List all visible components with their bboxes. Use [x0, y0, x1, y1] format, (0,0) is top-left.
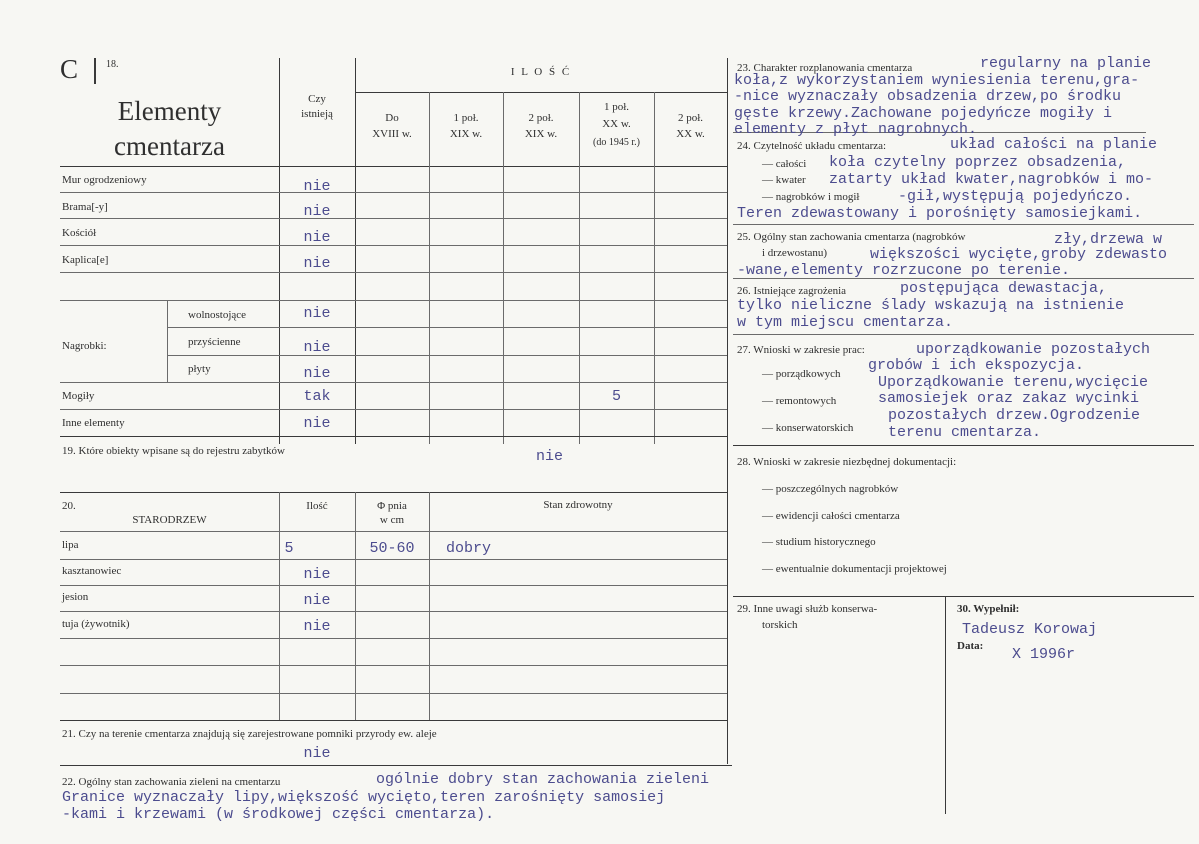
q27-line5: pozostałych drzew.Ogrodzenie	[888, 407, 1141, 424]
q23-line1: regularny na planie	[980, 55, 1152, 72]
trees-col-ilosc: Ilość	[306, 500, 328, 512]
q27-line1: uporządkowanie pozostałych	[916, 341, 1151, 358]
inne-label: Inne elementy	[62, 417, 125, 429]
q27-sub-konserwatorskich: — konserwatorskich	[762, 422, 854, 434]
row-mur-label: Mur ogrodzeniowy	[62, 174, 147, 186]
q26-line3: w tym miejscu cmentarza.	[737, 314, 954, 331]
q26-line1: postępująca dewastacja,	[900, 280, 1108, 297]
period-3-l1: 2 poł.	[528, 112, 554, 124]
period-4-l1: 1 poł.	[603, 101, 630, 113]
trees-col-stan: Stan zdrowotny	[543, 499, 613, 511]
mogily-exists: tak	[303, 388, 331, 405]
tree-lipa-label: lipa	[62, 539, 79, 551]
q24-sub-kwater: — kwater	[762, 174, 806, 186]
q25-label: 25. Ogólny stan zachowania cmentarza (nagrobków	[737, 231, 966, 243]
col-czy-1: Czy	[308, 93, 326, 105]
period-1-l2: XVIII w.	[372, 128, 412, 140]
nagrobki-plyty-label: płyty	[188, 363, 211, 375]
q23-line2: koła,z wykorzystaniem wyniesienia terenu,gra-	[734, 72, 1140, 89]
period-2-l1: 1 poł.	[453, 112, 479, 124]
q27-line6: terenu cmentarza.	[888, 424, 1042, 441]
nagrobki-wolno-exists: nie	[303, 305, 331, 322]
tree-lipa-diameter: 50-60	[369, 540, 415, 557]
q28-item1: — poszczególnych nagrobków	[762, 483, 899, 495]
inne-exists: nie	[303, 415, 331, 432]
nagrobki-plyty-exists: nie	[303, 365, 331, 382]
tree-kasztan-label: kasztanowiec	[62, 565, 122, 577]
q23-label: 23. Charakter rozplanowania cmentarza	[737, 62, 913, 74]
q23-line4: gęste krzewy.Zachowane pojedyńcze mogiły i	[734, 105, 1113, 122]
period-2-l2: XIX w.	[449, 128, 483, 140]
nagrobki-przysc-exists: nie	[303, 339, 331, 356]
title-line2: cmentarza	[114, 131, 225, 161]
trees-col-pnia-2: w cm	[379, 514, 405, 526]
q24-sub-nagrobkow: — nagrobków i mogił	[762, 191, 860, 203]
q25-line3: -wane,elementy rozrzucone po terenie.	[737, 262, 1071, 279]
q24-label: 24. Czytelność układu cmentarza:	[737, 140, 887, 152]
period-1-l1: Do	[385, 112, 399, 124]
q27-line3: Uporządkowanie terenu,wycięcie	[878, 374, 1149, 391]
q25-label2: i drzewostanu)	[762, 247, 828, 259]
row-kaplica-exists: nie	[303, 255, 331, 272]
q27-sub-porzadkowych: — porządkowych	[762, 368, 841, 380]
q26-line2: tylko nieliczne ślady wskazują na istnienie	[737, 297, 1125, 314]
q28-item4: — ewentualnie dokumentacji projektowej	[762, 563, 947, 575]
nagrobki-label: Nagrobki:	[62, 340, 107, 352]
nagrobki-przysc-label: przyścienne	[188, 336, 241, 348]
q28-label: 28. Wnioski w zakresie niezbędnej dokumentacji:	[737, 456, 957, 468]
q29-label1: 29. Inne uwagi służb konserwa-	[737, 603, 878, 615]
mogily-label: Mogiły	[62, 390, 95, 402]
row-brama-label: Brama[-y]	[62, 201, 108, 213]
q27-line4: samosiejek oraz zakaz wycinki	[878, 390, 1140, 407]
tree-tuja-count: nie	[303, 618, 331, 635]
q29-label2: torskich	[762, 619, 798, 631]
q24-line4: -gił,występują pojedyńczo.	[898, 188, 1133, 205]
period-5-l2: XX w.	[676, 128, 705, 140]
ilosc-header: I L O Ś Ć	[510, 66, 572, 78]
q30-date-label: Data:	[957, 640, 984, 652]
q28-item3: — studium historycznego	[762, 536, 876, 548]
q30-label: 30. Wypełnił:	[957, 603, 1020, 615]
q26-label: 26. Istniejące zagrożenia	[737, 285, 847, 297]
tree-lipa-count: 5	[284, 540, 294, 557]
period-4-l2: XX w.	[602, 118, 631, 130]
q25-line1: zły,drzewa w	[1054, 231, 1163, 248]
tree-tuja-label: tuja (żywotnik)	[62, 618, 130, 630]
q19-label: 19. Które obiekty wpisane są do rejestru zabytków	[62, 445, 285, 457]
period-3-l2: XIX w.	[524, 128, 558, 140]
q21-label: 21. Czy na terenie cmentarza znajdują się zarejestrowane pomniki przyrody ew. aleje	[62, 728, 437, 740]
q30-name: Tadeusz Korowaj	[962, 621, 1098, 638]
q27-line2: grobów i ich ekspozycja.	[868, 357, 1085, 374]
q24-line2: koła czytelny poprzez obsadzenia,	[829, 154, 1127, 171]
q27-sub-remontowych: — remontowych	[762, 395, 837, 407]
q22-line3: -kami i krzewami (w środkowej części cmentarza).	[62, 806, 495, 823]
trees-col-pnia-1: Φ pnia	[377, 500, 407, 512]
tree-kasztan-count: nie	[303, 566, 331, 583]
section-letter: C	[60, 54, 79, 84]
q19-answer: nie	[536, 448, 564, 465]
trees-title: STARODRZEW	[132, 514, 207, 526]
q27-label: 27. Wnioski w zakresie prac:	[737, 344, 865, 356]
row-kaplica-label: Kaplica[e]	[62, 254, 109, 266]
title-line1: Elementy	[117, 96, 222, 126]
tree-lipa-state: dobry	[446, 540, 492, 557]
row-kosciol-exists: nie	[303, 229, 331, 246]
tree-jesion-label: jesion	[62, 591, 89, 603]
period-5-l1: 2 poł.	[677, 112, 704, 124]
q28-item2: — ewidencji całości cmentarza	[762, 510, 900, 522]
mogily-count-1945: 5	[611, 388, 621, 405]
tree-jesion-count: nie	[303, 592, 331, 609]
trees-num: 20.	[62, 500, 76, 512]
q21-answer: nie	[303, 745, 331, 762]
row-brama-exists: nie	[303, 203, 331, 220]
q22-line1: ogólnie dobry stan zachowania zieleni	[376, 771, 710, 788]
period-4-l3: (do 1945 r.)	[593, 137, 640, 148]
q24-line1: układ całości na planie	[950, 136, 1158, 153]
q24-sub-calosci: — całości	[762, 158, 807, 170]
row-kosciol-label: Kościół	[62, 227, 97, 239]
col-czy-2: istnieją	[301, 108, 333, 120]
q23-line3: -nice wyznaczały obsadzenia drzew,po środku	[734, 88, 1122, 105]
page-number: 18.	[106, 59, 119, 70]
q25-line2: większości wycięte,groby zdewasto	[870, 246, 1168, 263]
q24-line5: Teren zdewastowany i porośnięty samosiejkami.	[737, 205, 1143, 222]
q30-date: X 1996r	[1012, 646, 1076, 663]
row-mur-exists: nie	[303, 178, 331, 195]
nagrobki-wolno-label: wolnostojące	[188, 309, 247, 321]
q23-line5: elementy z płyt nagrobnych.	[734, 121, 978, 138]
q22-line2: Granice wyznaczały lipy,większość wycięto,teren zarośnięty samosiej	[62, 789, 666, 806]
q22-label: 22. Ogólny stan zachowania zieleni na cmentarzu	[62, 776, 281, 788]
q24-line3: zatarty układ kwater,nagrobków i mo-	[829, 171, 1154, 188]
